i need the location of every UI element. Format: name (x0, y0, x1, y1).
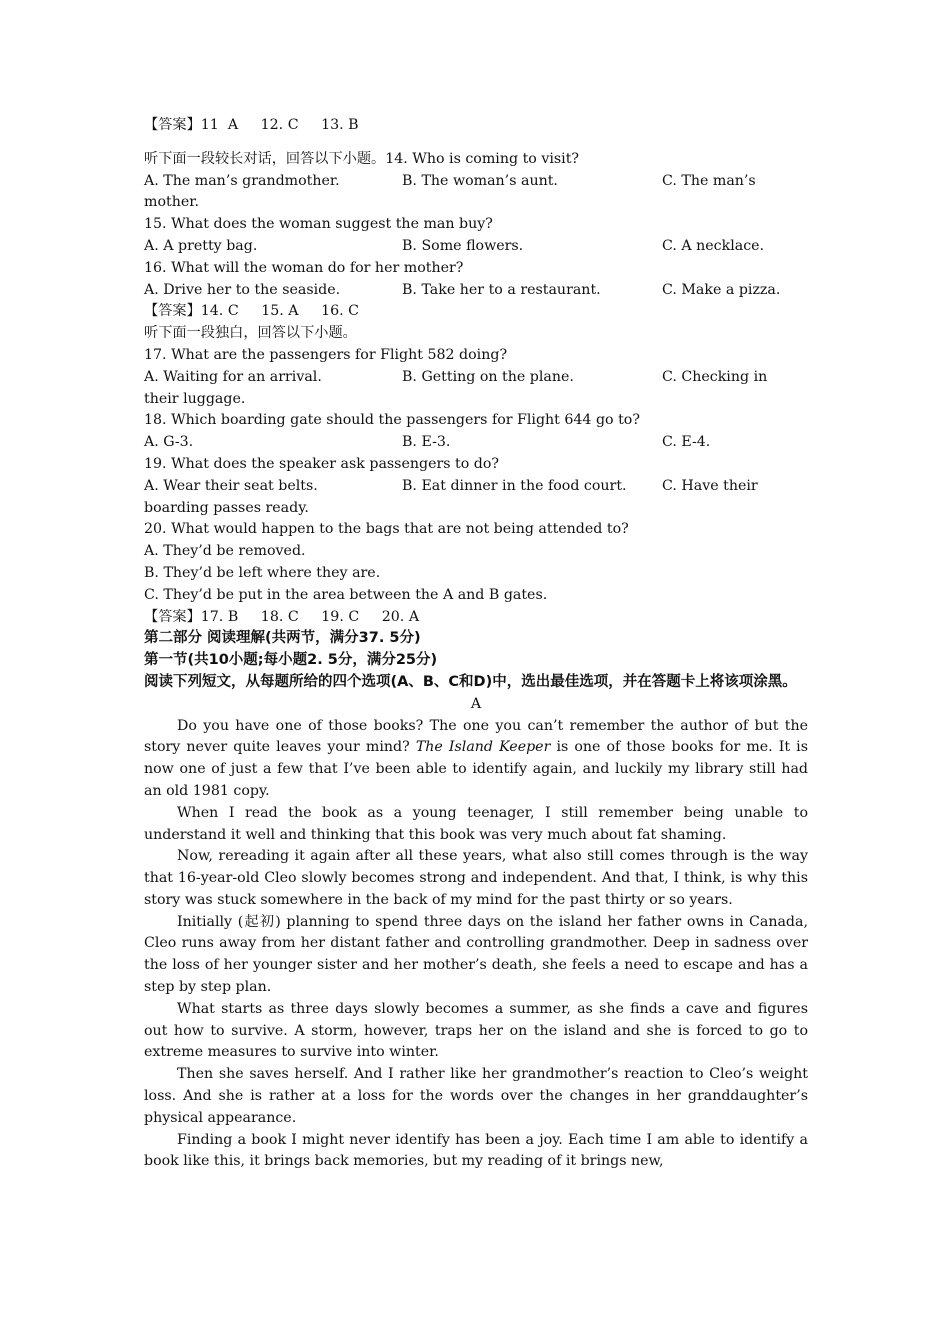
q14-options (144, 171, 808, 193)
q14-option-c-cont: mother. (144, 194, 199, 211)
q14-option-b: B. The woman’s aunt. (402, 172, 558, 189)
q19-option-c: C. Have their (662, 477, 758, 494)
document-page (144, 115, 808, 1173)
q18-option-c: C. E-4. (662, 434, 711, 451)
q16-options (144, 280, 808, 302)
p1-text-b: is one of those books for me. It is now one of just a few that I’ve been able to identify again, and luckily my library still had an old 1981 copy. (144, 739, 808, 799)
q17-option-c-cont: their luggage. (144, 390, 246, 407)
passage-label: A (470, 695, 482, 712)
q15-question: 15. What does the woman suggest the man buy? (144, 216, 493, 233)
p1-text-a: Do you have one of those books? The one you can’t remember the author of but the story never quite leaves your mind? (144, 717, 808, 756)
q17-question: 17. What are the passengers for Flight 582 doing? (144, 346, 508, 363)
passage-paragraph-5: What starts as three days slowly becomes a summer, as she finds a cave and figures out how to survive. A storm, however, traps her on the island and she is forced to go to extreme measures to survive into winter. (144, 1000, 808, 1061)
book-title: The Island Keeper (415, 739, 551, 756)
q20-option-c: C. They’d be put in the area between the A and B gates. (144, 586, 548, 603)
q17-option-c: C. Checking in (662, 368, 768, 385)
q15-options (144, 236, 808, 258)
q19-option-b: B. Eat dinner in the food court. (402, 477, 627, 494)
passage-paragraph-6: Then she saves herself. And I rather like her grandmother’s reaction to Cleo’s weight loss. And she is rather at a loss for the words over the changes in her granddaughter’s physical appearance. (144, 1066, 808, 1126)
q20-option-a: A. They’d be removed. (144, 543, 306, 560)
q17-options (144, 367, 808, 389)
answer-14-16: 【答案】14. C 15. A 16. C (144, 303, 360, 320)
q17-option-a: A. Waiting for an arrival. (144, 368, 322, 385)
q19-question: 19. What does the speaker ask passengers to do? (144, 455, 500, 472)
q16-option-a: A. Drive her to the seaside. (144, 281, 341, 298)
q14-option-c: C. The man’s (662, 172, 756, 189)
passage-paragraph-4: Initially (起初) planning to spend three days on the island her father owns in Canada, Cleo runs away from her distant father and controlling grandmother. Deep in sadness over the loss of her younger sister and her mother’s death, she feels a need to escape and has a step by step plan. (144, 913, 808, 996)
q19-options (144, 476, 808, 498)
q18-question: 18. Which boarding gate should the passengers for Flight 644 go to? (144, 412, 640, 429)
q14-option-a: A. The man’s grandmother. (144, 172, 340, 189)
passage-paragraph-7: Finding a book I might never identify has been a joy. Each time I am able to identify a book like this, it brings back memories, but my reading of it brings new, (144, 1131, 808, 1170)
q16-option-c: C. Make a pizza. (662, 281, 781, 298)
q16-question: 16. What will the woman do for her mother? (144, 259, 464, 276)
q15-option-c: C. A necklace. (662, 237, 765, 254)
part2-title: 第二部分 阅读理解(共两节，满分37. 5分) (144, 630, 421, 647)
section1-title: 第一节(共10小题;每小题2. 5分，满分25分) (144, 652, 438, 669)
q18-option-a: A. G-3. (144, 434, 194, 451)
q15-option-a: A. A pretty bag. (144, 237, 258, 254)
q18-options (144, 432, 808, 454)
q19-option-c-cont: boarding passes ready. (144, 499, 309, 516)
passage-paragraph-3: Now, rereading it again after all these years, what also still comes through is the way that 16-year-old Cleo slowly becomes strong and independent. And that, I think, is why this story was stuck somewhere in the back of my mind for the past thirty or so years. (144, 848, 808, 908)
q17-option-b: B. Getting on the plane. (402, 368, 574, 385)
monolog-intro: 听下面一段独白，回答以下小题。 (144, 325, 357, 342)
answer-17-20: 【答案】17. B 18. C 19. C 20. A (144, 608, 420, 625)
q16-option-b: B. Take her to a restaurant. (402, 281, 601, 298)
passage-paragraph-1 (144, 716, 808, 803)
reading-instruction: 阅读下列短文，从每题所给的四个选项(A、B、C和D)中，选出最佳选项，并在答题卡上将该项涂黑。 (144, 673, 797, 690)
q19-option-a: A. Wear their seat belts. (144, 477, 318, 494)
passage-paragraph-2: When I read the book as a young teenager, I still remember being unable to understand it well and thinking that this book was very much about fat shaming. (144, 804, 808, 843)
answer-11-13: 【答案】11 A 12. C 13. B (144, 117, 359, 133)
dialog-intro: 听下面一段较长对话，回答以下小题。14. Who is coming to visit? (144, 150, 579, 167)
q15-option-b: B. Some flowers. (402, 237, 524, 254)
q18-option-b: B. E-3. (402, 434, 451, 451)
q20-question: 20. What would happen to the bags that are not being attended to? (144, 521, 629, 538)
q20-option-b: B. They’d be left where they are. (144, 564, 381, 581)
